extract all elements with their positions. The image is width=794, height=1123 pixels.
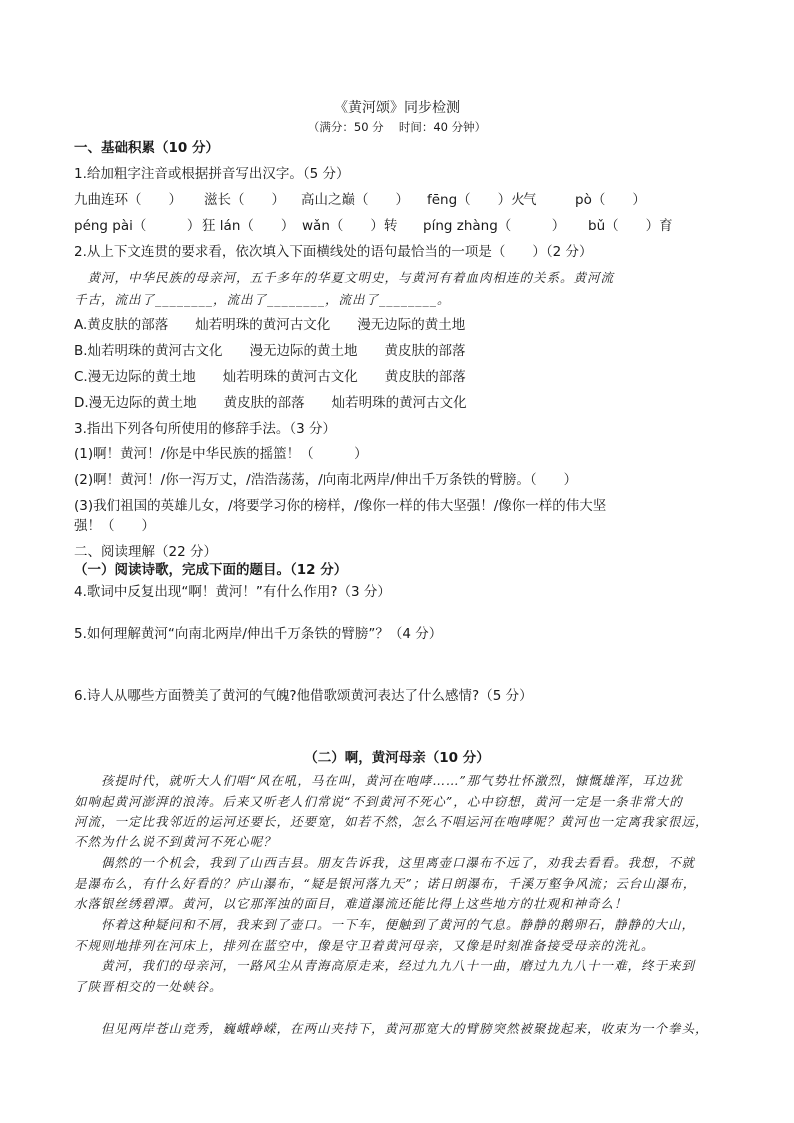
question-2-stem: 2.从上下文连贯的要求看，依次填入下面横线处的语句最恰当的一项是（ ）（2 分）: [74, 244, 593, 260]
question-3-sentence-3: (3)我们祖国的英雄儿女，/将要学习你的榜样，/像你一样的伟大坚强！/像你一样的伟大坚: [74, 498, 607, 514]
article-line: 河流，一定比我邻近的运河还要长，还要宽，如若不然，怎么不唱运河在咆哮呢？黄河也一定离我家很远，: [74, 814, 709, 829]
page-title: 《黄河颂》同步检测: [334, 100, 460, 116]
question-3-stem: 3.指出下列各句所使用的修辞手法。（3 分）: [74, 421, 337, 437]
question-3-sentence-2: (2)啊！黄河！/你一泻万丈，/浩浩荡荡，/向南北两岸/伸出千万条铁的臂膀。（ ）: [74, 472, 578, 488]
question-3-sentence-3-cont: 强！（ ）: [74, 518, 155, 534]
article-line: 是瀑布么，有什么好看的？庐山瀑布，“疑是银河落九天”；诺日朗瀑布，千溪万壑争风流；云台山瀑布，: [74, 876, 697, 891]
q1-item: bǔ（ ）育: [588, 218, 673, 234]
article-line: 不然为什么说不到黄河不死心呢？: [74, 834, 277, 849]
q1-item: píng zhàng（ ）: [423, 218, 566, 234]
part-2-heading: （二）啊，黄河母亲（10 分）: [304, 750, 490, 766]
question-4: 4.歌词中反复出现“啊！黄河！”有什么作用?（3 分）: [74, 584, 391, 600]
q1-item: 九曲连环（ ）: [74, 192, 182, 208]
question-5: 5.如何理解黄河“向南北两岸/伸出千万条铁的臂膀”？（4 分）: [74, 626, 443, 642]
question-2-passage: 黄河，中华民族的母亲河，五千多年的华夏文明史，与黄河有着血肉相连的关系。黄河流: [74, 270, 615, 285]
article-line: 水落银丝绣碧潭。黄河，以它那浑浊的面目，难道瀑流还能比得上这些地方的壮观和神奇么！: [74, 896, 628, 911]
option-b: B.灿若明珠的黄河古文化 漫无边际的黄土地 黄皮肤的部落: [74, 343, 466, 359]
article-line: 如响起黄河澎湃的浪涛。后来又听老人们常说“不到黄河不死心”，心中窃想，黄河一定是一条非常大的: [74, 794, 683, 809]
option-d: D.漫无边际的黄土地 黄皮肤的部落 灿若明珠的黄河古文化: [74, 395, 467, 411]
question-6: 6.诗人从哪些方面赞美了黄河的气魄?他借歌颂黄河表达了什么感情?（5 分）: [74, 688, 533, 704]
question-1-stem: 1.给加粗字注音或根据拼音写出汉字。（5 分）: [74, 166, 350, 182]
q1-item: fēng（ ）火: [427, 192, 525, 208]
article-line: 偶然的一个机会，我到了山西吉县。朋友告诉我，这里离壶口瀑布不远了，劝我去看看。我想，不就: [74, 855, 696, 870]
q1-item: wǎn（ ）转: [302, 218, 398, 234]
article-line: 怀着这种疑问和不屑，我来到了壶口。一下车，便触到了黄河的气息。静静的鹅卵石，静静的大山，: [74, 917, 696, 932]
option-a: A.黄皮肤的部落 灿若明珠的黄河古文化 漫无边际的黄土地: [74, 317, 466, 333]
q1-item: 高山之巅（ ）: [301, 192, 409, 208]
q1-item: 滋长（ ）: [204, 192, 285, 208]
question-1-row-2: [74, 216, 673, 236]
article-line: 但见两岸苍山竞秀，巍峨峥嵘，在两山夹持下，黄河那宽大的臂膀突然被聚拢起来，收束为一个拳头，: [74, 1021, 709, 1036]
question-3-sentence-1: (1)啊！黄河！/你是中华民族的摇篮！（ ）: [74, 446, 368, 462]
question-1-row-1: [74, 190, 646, 210]
article-line: 孩提时代，就听大人们唱“风在吼，马在叫，黄河在咆哮……”那气势壮怀激烈，慷慨雄浑，耳边犹: [74, 773, 683, 788]
section-heading-reading: 二、阅读理解（22 分）: [74, 544, 217, 560]
article-line: 不规则地排列在河床上，排列在蓝空中，像是守卫着黄河母亲，又像是时刻准备接受母亲的洗礼。: [74, 938, 655, 953]
q1-item: pò（ ）: [575, 192, 646, 208]
article-line: 了陕晋相交的一处峡谷。: [74, 979, 223, 994]
option-c: C.漫无边际的黄土地 灿若明珠的黄河古文化 黄皮肤的部落: [74, 369, 466, 385]
q1-item: 狂 lán（ ）: [202, 218, 295, 234]
question-2-passage: 千古，流出了________，流出了________，流出了________。: [74, 292, 451, 307]
page-subtitle: （满分：50 分 时间：40 分钟）: [307, 120, 487, 134]
part-1-heading: （一）阅读诗歌，完成下面的题目。（12 分）: [74, 562, 348, 578]
q1-item: péng pài（ ）: [74, 218, 201, 234]
q1-item: 气: [523, 192, 537, 208]
article-line: 黄河，我们的母亲河，一路风尘从青海高原走来，经过九九八十一曲，磨过九九八十一难，终于来到: [74, 958, 696, 973]
section-heading-basics: 一、基础积累（10 分）: [74, 140, 219, 156]
